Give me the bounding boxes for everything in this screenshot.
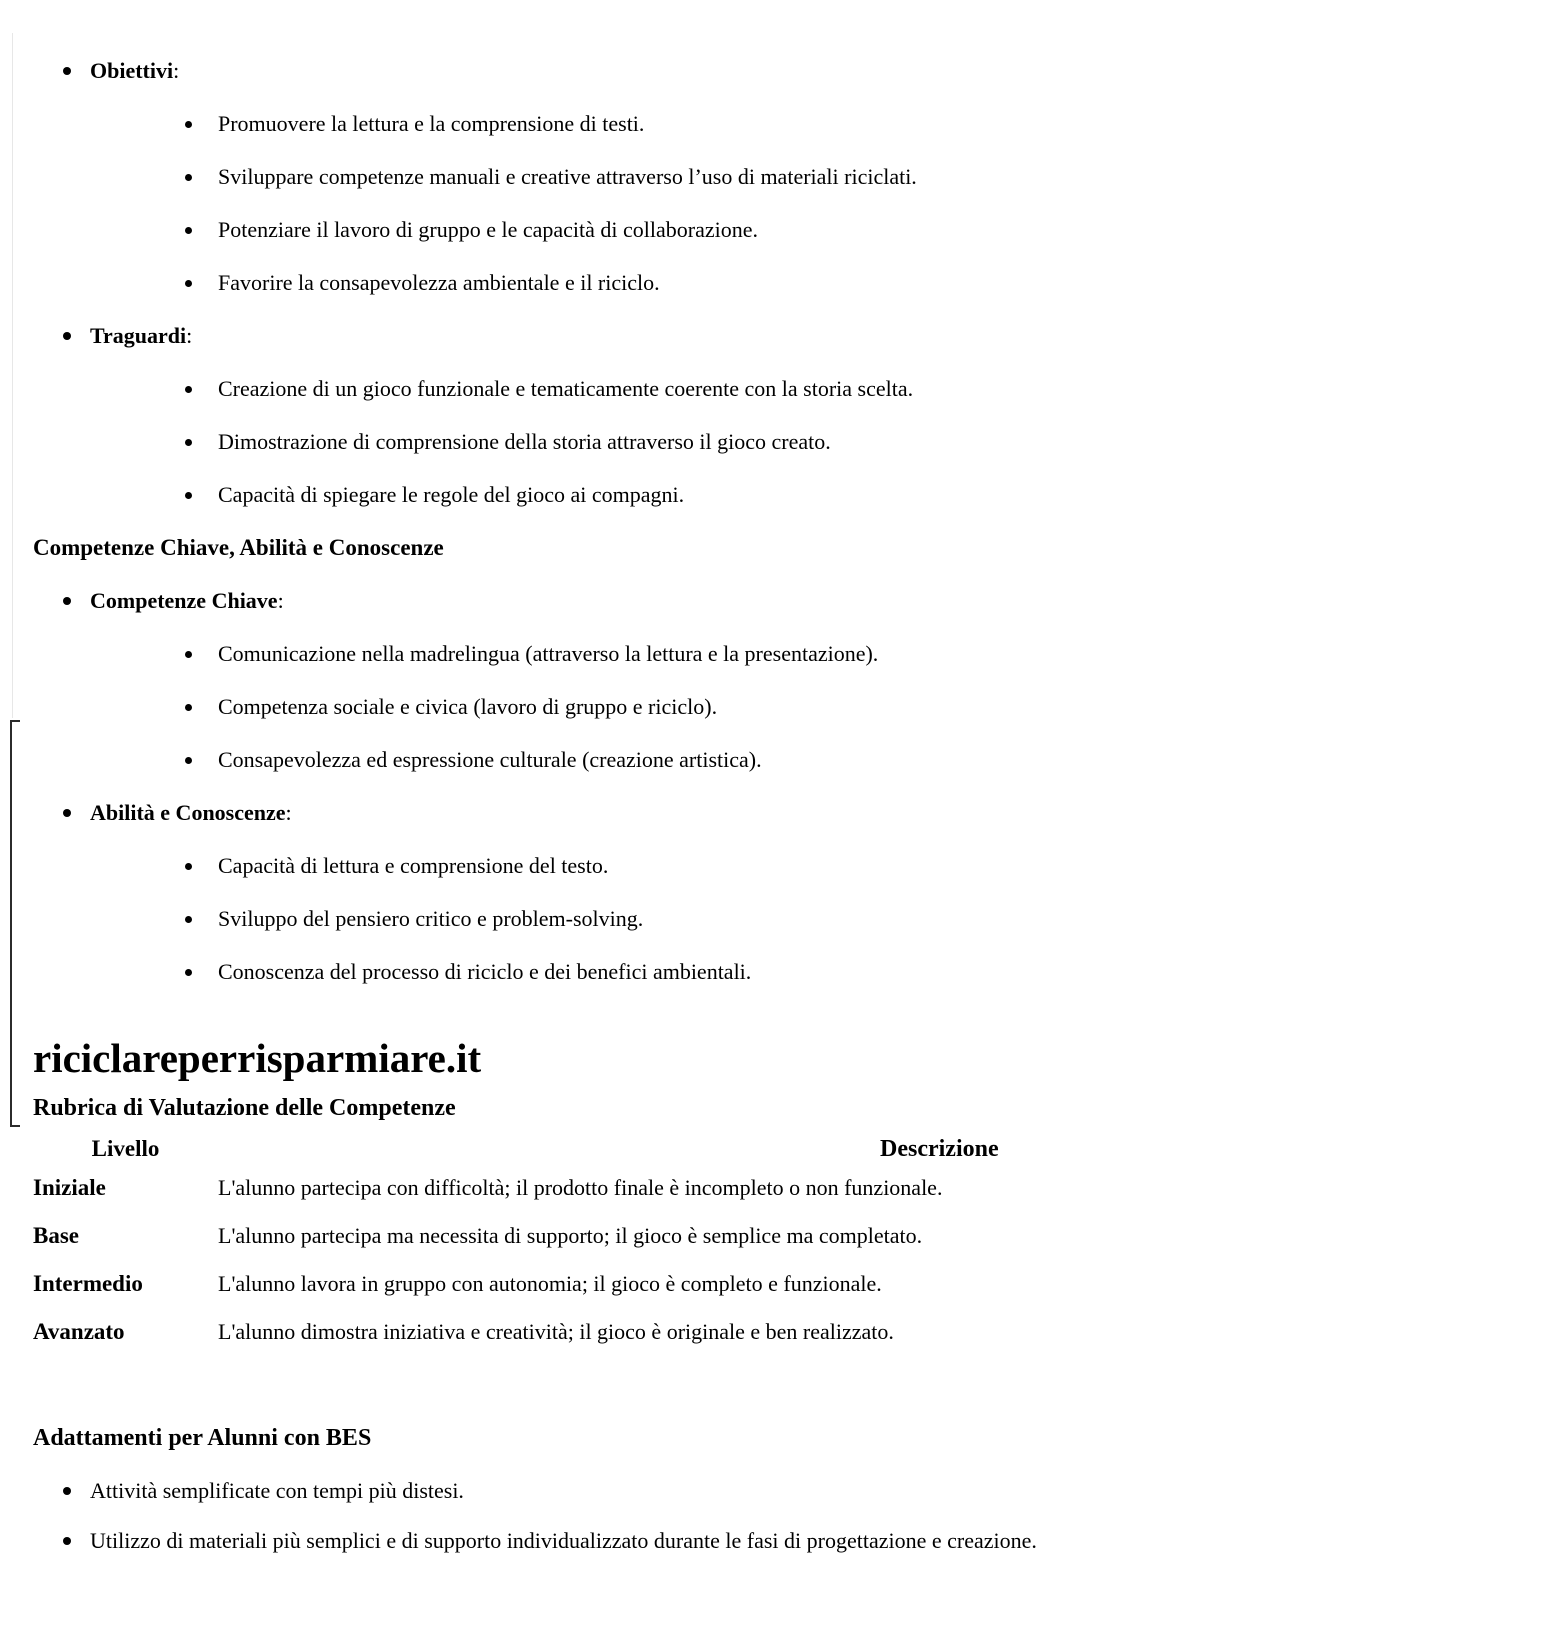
- list-item-label: Obiettivi: [90, 58, 174, 83]
- traguardi-section: [33, 322, 1558, 509]
- bullet-icon: [185, 121, 192, 128]
- list-item: [33, 428, 1558, 456]
- change-bracket: [10, 720, 20, 1127]
- level-cell: Base: [33, 1223, 79, 1248]
- bullet-icon: [63, 332, 71, 340]
- bullet-icon: [185, 280, 192, 287]
- description-cell: L'alunno partecipa con difficoltà; il prodotto finale è incompleto o non funzionale.: [218, 1175, 943, 1200]
- list-item: [33, 640, 1558, 668]
- label-colon: :: [173, 58, 180, 83]
- bes-heading: Adattamenti per Alunni con BES: [33, 1425, 372, 1451]
- site-title: riciclareperrisparmiare.it: [33, 1035, 482, 1081]
- bullet-icon: [185, 492, 192, 499]
- bullet-icon: [185, 704, 192, 711]
- label-colon: :: [277, 588, 284, 613]
- rubric-row: [33, 1318, 1558, 1346]
- column-header-descrizione-cell: [218, 1135, 1558, 1163]
- bullet-icon: [63, 67, 71, 75]
- obiettivi-section: [33, 57, 1558, 297]
- rubric-row: [33, 1270, 1558, 1298]
- description-cell: L'alunno dimostra iniziativa e creatività; il gioco è originale e ben realizzato.: [218, 1319, 894, 1344]
- rubric-row: [33, 1174, 1558, 1202]
- list-item-text: Favorire la consapevolezza ambientale e il riciclo.: [218, 270, 660, 295]
- list-item-text: Competenza sociale e civica (lavoro di gruppo e riciclo).: [218, 694, 718, 719]
- list-item: [33, 587, 1558, 615]
- rubric-heading: Rubrica di Valutazione delle Competenze: [33, 1095, 456, 1121]
- bullet-icon: [185, 916, 192, 923]
- list-item: [33, 322, 1558, 350]
- bullet-icon: [185, 227, 192, 234]
- bullet-icon: [63, 1487, 71, 1495]
- list-item: [33, 746, 1558, 774]
- list-item-text: Utilizzo di materiali più semplici e di supporto individualizzato durante le fasi di progettazione e creazione.: [90, 1528, 1037, 1553]
- rubric-row: [33, 1222, 1558, 1250]
- bullet-icon: [185, 174, 192, 181]
- list-item: [33, 216, 1558, 244]
- rubric-section: [33, 1093, 1558, 1346]
- list-item: [33, 163, 1558, 191]
- list-item: [33, 110, 1558, 138]
- list-item-text: Creazione di un gioco funzionale e tematicamente coerente con la storia scelta.: [218, 376, 914, 401]
- bullet-icon: [63, 809, 71, 817]
- rubric-header-row: [33, 1135, 1558, 1163]
- bullet-icon: [185, 757, 192, 764]
- level-cell: Avanzato: [33, 1319, 125, 1344]
- list-item-text: Comunicazione nella madrelingua (attraverso la lettura e la presentazione).: [218, 641, 879, 666]
- bullet-icon: [185, 863, 192, 870]
- list-item: [33, 1477, 1558, 1505]
- bullet-icon: [185, 651, 192, 658]
- list-item-label: Abilità e Conoscenze: [90, 800, 286, 825]
- bes-section: [33, 1423, 1558, 1555]
- list-item: [33, 375, 1558, 403]
- bullet-icon: [185, 969, 192, 976]
- list-item-text: Potenziare il lavoro di gruppo e le capacità di collaborazione.: [218, 217, 758, 242]
- list-item-text: Capacità di spiegare le regole del gioco ai compagni.: [218, 482, 685, 507]
- list-item-text: Consapevolezza ed espressione culturale (creazione artistica).: [218, 747, 762, 772]
- competenze-section: [33, 534, 1558, 986]
- list-item-text: Sviluppo del pensiero critico e problem-solving.: [218, 906, 644, 931]
- list-item: [33, 905, 1558, 933]
- list-item: [33, 799, 1558, 827]
- list-item: [33, 852, 1558, 880]
- label-colon: :: [285, 800, 292, 825]
- margin-guide-line: [12, 33, 13, 718]
- bullet-icon: [63, 597, 71, 605]
- description-cell: L'alunno lavora in gruppo con autonomia; il gioco è completo e funzionale.: [218, 1271, 882, 1296]
- label-colon: :: [186, 323, 193, 348]
- list-item-text: Sviluppare competenze manuali e creative attraverso l’uso di materiali riciclati.: [218, 164, 917, 189]
- list-item: [33, 958, 1558, 986]
- description-cell: L'alunno partecipa ma necessita di supporto; il gioco è semplice ma completato.: [218, 1223, 923, 1248]
- bullet-icon: [185, 439, 192, 446]
- list-item: [33, 693, 1558, 721]
- list-item: [33, 57, 1558, 85]
- list-item-text: Attività semplificate con tempi più distesi.: [90, 1478, 464, 1503]
- list-item: [33, 1527, 1558, 1555]
- bullet-icon: [63, 1537, 71, 1545]
- level-cell: Iniziale: [33, 1175, 106, 1200]
- list-item: [33, 481, 1558, 509]
- list-item-label: Competenze Chiave: [90, 588, 278, 613]
- list-item-text: Dimostrazione di comprensione della storia attraverso il gioco creato.: [218, 429, 831, 454]
- list-item-text: Conoscenza del processo di riciclo e dei benefici ambientali.: [218, 959, 752, 984]
- list-item: [33, 269, 1558, 297]
- section-heading: Competenze Chiave, Abilità e Conoscenze: [33, 535, 444, 560]
- column-header-descrizione: Descrizione: [880, 1136, 999, 1162]
- list-item-label: Traguardi: [90, 323, 187, 348]
- list-item-text: Promuovere la lettura e la comprensione di testi.: [218, 111, 645, 136]
- level-cell: Intermedio: [33, 1271, 143, 1296]
- bullet-icon: [185, 386, 192, 393]
- column-header-livello: Livello: [91, 1136, 160, 1161]
- list-item-text: Capacità di lettura e comprensione del testo.: [218, 853, 609, 878]
